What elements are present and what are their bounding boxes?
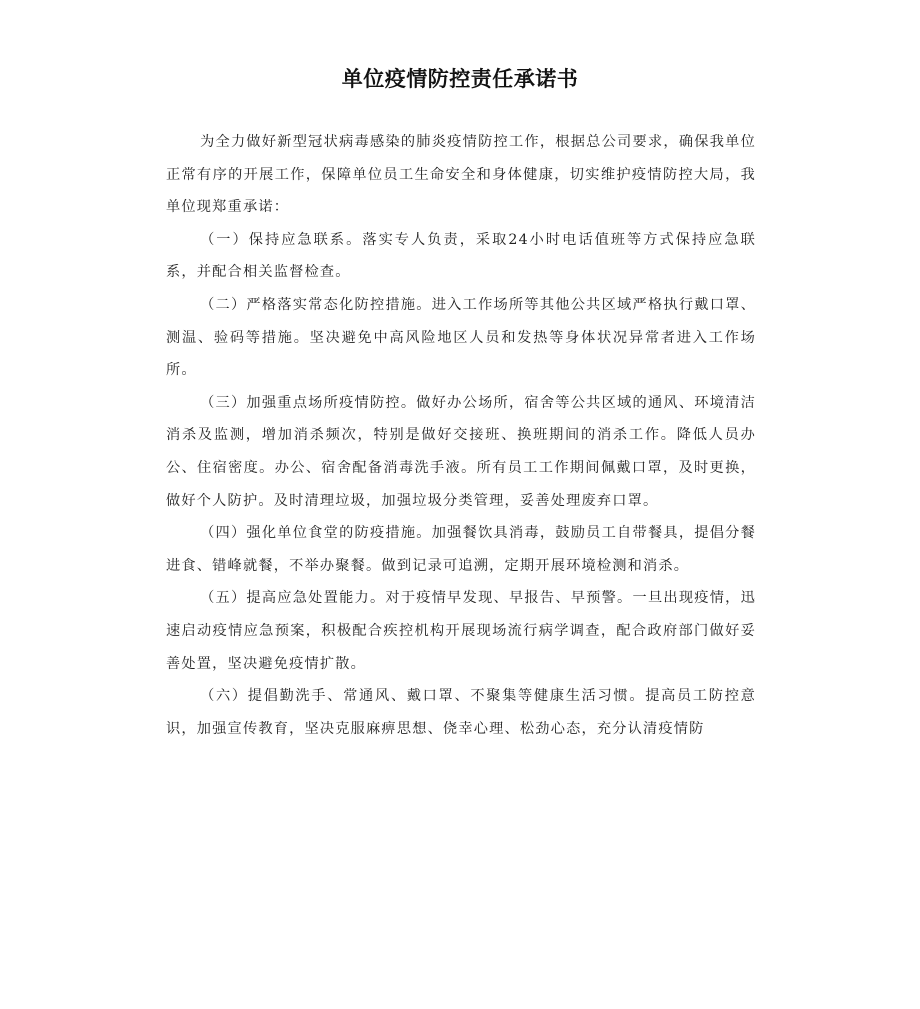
paragraph-item-3: （三）加强重点场所疫情防控。做好办公场所，宿舍等公共区域的通风、环境清洁消杀及监测，增加消杀频次，特别是做好交接班、换班期间的消杀工作。降低人员办公、住宿密度。办公、宿舍配备消毒洗手液。所有员工工作期间佩戴口罩，及时更换，做好个人防护。及时清理垃圾，加强垃圾分类管理，妥善处理废弃口罩。 — [166, 394, 756, 509]
paragraph-intro: 为全力做好新型冠状病毒感染的肺炎疫情防控工作，根据总公司要求，确保我单位正常有序的开展工作，保障单位员工生命安全和身体健康，切实维护疫情防控大局，我单位现郑重承诺： — [166, 134, 756, 216]
document-body — [166, 126, 756, 745]
paragraph-item-5: （五）提高应急处置能力。对于疫情早发现、早报告、早预警。一旦出现疫情，迅速启动疫情应急预案，积极配合疾控机构开展现场流行病学调查，配合政府部门做好妥善处置，坚决避免疫情扩散。 — [166, 590, 756, 672]
document-title: 单位疫情防控责任承诺书 — [341, 67, 579, 91]
paragraph-item-1: （一）保持应急联系。落实专人负责，采取24小时电话值班等方式保持应急联系，并配合相关监督检查。 — [166, 231, 756, 281]
paragraph-item-4: （四）强化单位食堂的防疫措施。加强餐饮具消毒，鼓励员工自带餐具，提倡分餐进食、错峰就餐，不举办聚餐。做到记录可追溯，定期开展环境检测和消杀。 — [166, 525, 756, 574]
paragraph-item-6: （六）提倡勤洗手、常通风、戴口罩、不聚集等健康生活习惯。提高员工防控意识，加强宣传教育，坚决克服麻痹思想、侥幸心理、松劲心态，充分认清疫情防 — [166, 688, 756, 737]
paragraph-item-2: （二）严格落实常态化防控措施。进入工作场所等其他公共区域严格执行戴口罩、测温、验码等措施。坚决避免中高风险地区人员和发热等身体状况异常者进入工作场所。 — [166, 296, 756, 379]
